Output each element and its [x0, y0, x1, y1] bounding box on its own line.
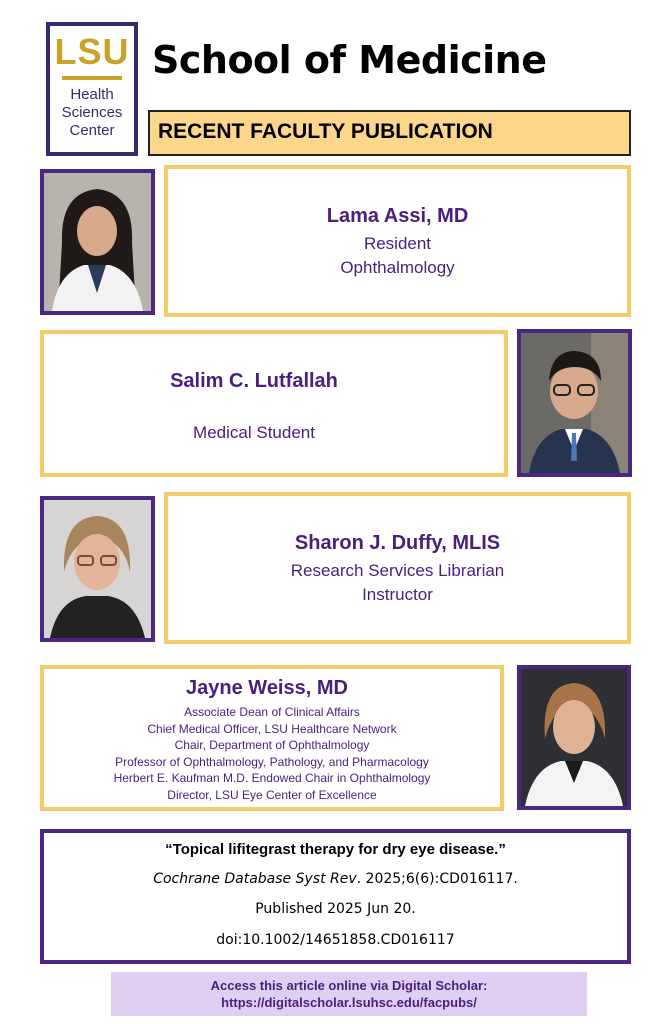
- logo-line-3: Center: [69, 122, 115, 139]
- logo-wordmark: LSU: [54, 31, 130, 72]
- page-title: School of Medicine: [152, 38, 547, 82]
- logo-subtitle: [50, 86, 134, 140]
- author-card-salim-lutfallah: [40, 330, 508, 477]
- author-photo-salim-lutfallah: [517, 329, 632, 477]
- author-name: Jayne Weiss, MD: [186, 677, 348, 699]
- publication-citation: [44, 871, 627, 887]
- logo-line-2: Sciences: [61, 104, 123, 121]
- author-card-lama-assi: [164, 165, 631, 317]
- author-title: Instructor: [362, 585, 433, 604]
- author-card-jayne-weiss: [40, 665, 504, 811]
- author-name: Sharon J. Duffy, MLIS: [294, 532, 501, 554]
- citation-details: . 2025;6(6):CD016117.: [356, 871, 518, 887]
- lsu-health-logo: [46, 22, 138, 156]
- publication-doi[interactable]: doi:10.1002/14651858.CD016117: [216, 932, 455, 948]
- logo-line-1: Health: [70, 86, 114, 103]
- author-photo-jayne-weiss: [517, 665, 631, 810]
- publication-date: Published 2025 Jun 20.: [255, 901, 416, 917]
- publication-citation-box: [40, 829, 631, 964]
- journal-name: Cochrane Database Syst Rev: [153, 871, 357, 887]
- author-name: Salim C. Lutfallah: [170, 370, 338, 392]
- author-name: Lama Assi, MD: [326, 205, 469, 227]
- author-title-line: Director, LSU Eye Center of Excellence: [167, 787, 377, 802]
- author-role: Resident: [363, 234, 432, 253]
- recent-publication-banner: RECENT FACULTY PUBLICATION: [148, 110, 631, 156]
- digital-scholar-link[interactable]: https://digitalscholar.lsuhsc.edu/facpubs/: [221, 995, 477, 1010]
- author-title-line: Chief Medical Officer, LSU Healthcare Network: [147, 721, 397, 736]
- author-card-sharon-duffy: [164, 492, 631, 644]
- author-title-line: Associate Dean of Clinical Affairs: [184, 705, 360, 719]
- logo-bar: [62, 76, 122, 80]
- author-department: Ophthalmology: [340, 258, 455, 277]
- digital-scholar-access-box: [111, 972, 587, 1016]
- access-label: Access this article online via Digital Scholar:: [210, 978, 488, 993]
- author-role: Research Services Librarian: [290, 561, 505, 580]
- author-role: Medical Student: [193, 423, 315, 442]
- portrait-icon: [44, 500, 151, 638]
- portrait-icon: [521, 333, 628, 473]
- portrait-icon: [44, 173, 151, 311]
- publication-title: “Topical lifitegrast therapy for dry eye disease.”: [165, 841, 506, 858]
- portrait-icon: [521, 669, 627, 806]
- author-photo-lama-assi: [40, 169, 155, 315]
- author-title-line: Herbert E. Kaufman M.D. Endowed Chair in Ophthalmology: [113, 771, 431, 785]
- author-title-line: Professor of Ophthalmology, Pathology, and Pharmacology: [115, 754, 429, 769]
- author-title-line: Chair, Department of Ophthalmology: [174, 738, 370, 752]
- author-photo-sharon-duffy: [40, 496, 155, 642]
